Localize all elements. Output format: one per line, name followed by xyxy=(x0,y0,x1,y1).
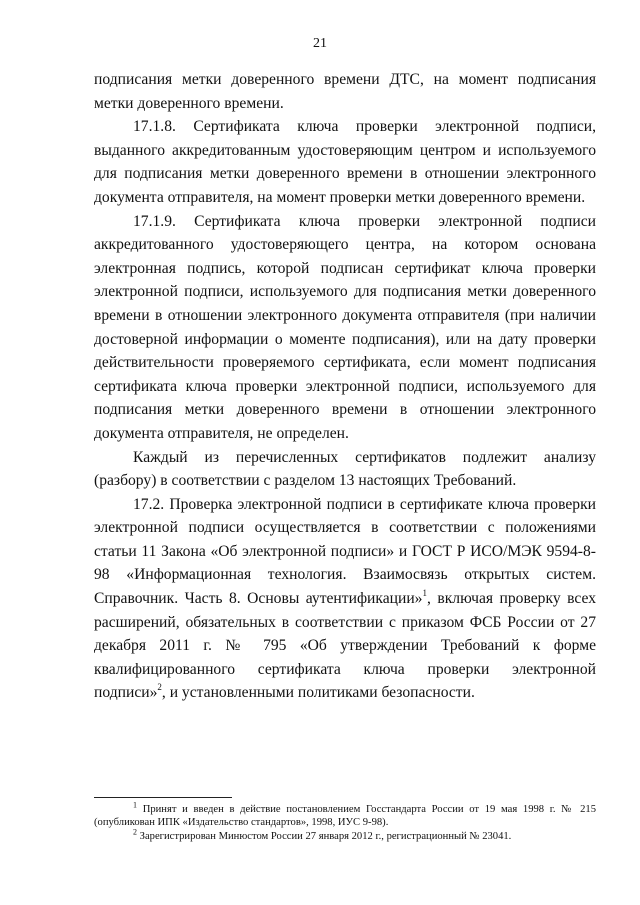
footnote-number: 2 xyxy=(133,827,137,837)
paragraph-17-1-8: 17.1.8. Сертификата ключа проверки электронной подписи, выданного аккредитованным удостоверяющим центром и используемого для подписания метки доверенного времени в отношении электронного документа отправителя, на момент проверки метки доверенного времени. xyxy=(94,118,596,206)
footnote-1 xyxy=(94,800,596,830)
paragraph-17-1-9: 17.1.9. Сертификата ключа проверки электронной подписи аккредитованного удостоверяющего центра, на котором основана электронная подпись, которой подписан сертификат ключа проверки электронной подписи, используемого для подписания метки доверенного времени в отношении электронного документа отправителя (при наличии достоверной информации о моменте подписания), или на дату проверки действительности проверяемого сертификата, если момент подписания сертификата ключа проверки электронной подписи, используемого для подписания метки доверенного времени в отношении электронного документа отправителя, не определен. xyxy=(94,212,596,442)
paragraph-continuation: подписания метки доверенного времени ДТС, на момент подписания метки доверенного времени. xyxy=(94,71,596,112)
body-text xyxy=(94,68,596,705)
footnote-divider xyxy=(94,797,232,798)
page-number: 21 xyxy=(313,36,327,51)
paragraph-17-2-part3: , и установленными политиками безопасности. xyxy=(161,684,475,702)
footnotes xyxy=(94,800,596,843)
footnote-ref-2: 2 xyxy=(157,682,162,693)
paragraph-certificates-analysis: Каждый из перечисленных сертификатов подлежит анализу (разбору) в соответствии с разделом 13 настоящих Требований. xyxy=(94,448,596,490)
paragraph-17-2-part1: 17.2. Проверка электронной подписи в сертификате ключа проверки электронной подписи осуществляется в соответствии с положениями статьи 11 Закона «Об электронной подписи» и ГОСТ Р ИСО/МЭК 9594-8-98 «Информационная технология. Взаимосвязь открытых систем. Справочник. Часть 8. Основы аутентификации» xyxy=(94,495,596,608)
paragraph-17-2-part2: , включая проверку всех расширений, обязательных в соответствии с приказом ФСБ России от 27 декабря 2011 г. № 795 «Об утверждении Требований к форме квалифицированного сертификата ключа проверки электронной подписи» xyxy=(94,590,596,702)
footnote-2 xyxy=(94,827,596,843)
footnote-text: Зарегистрирован Минюстом России 27 января 2012 г., регистрационный № 23041. xyxy=(137,830,512,842)
paragraph-17-2 xyxy=(94,493,596,705)
footnote-ref-1: 1 xyxy=(422,587,427,598)
footnote-text: Принят и введен в действие постановлением Госстандарта России от 19 мая 1998 г. № 215 (опубликован ИПК «Издательство стандартов», 1998, ИУС 9-98). xyxy=(94,804,596,829)
footnote-number: 1 xyxy=(133,800,137,810)
